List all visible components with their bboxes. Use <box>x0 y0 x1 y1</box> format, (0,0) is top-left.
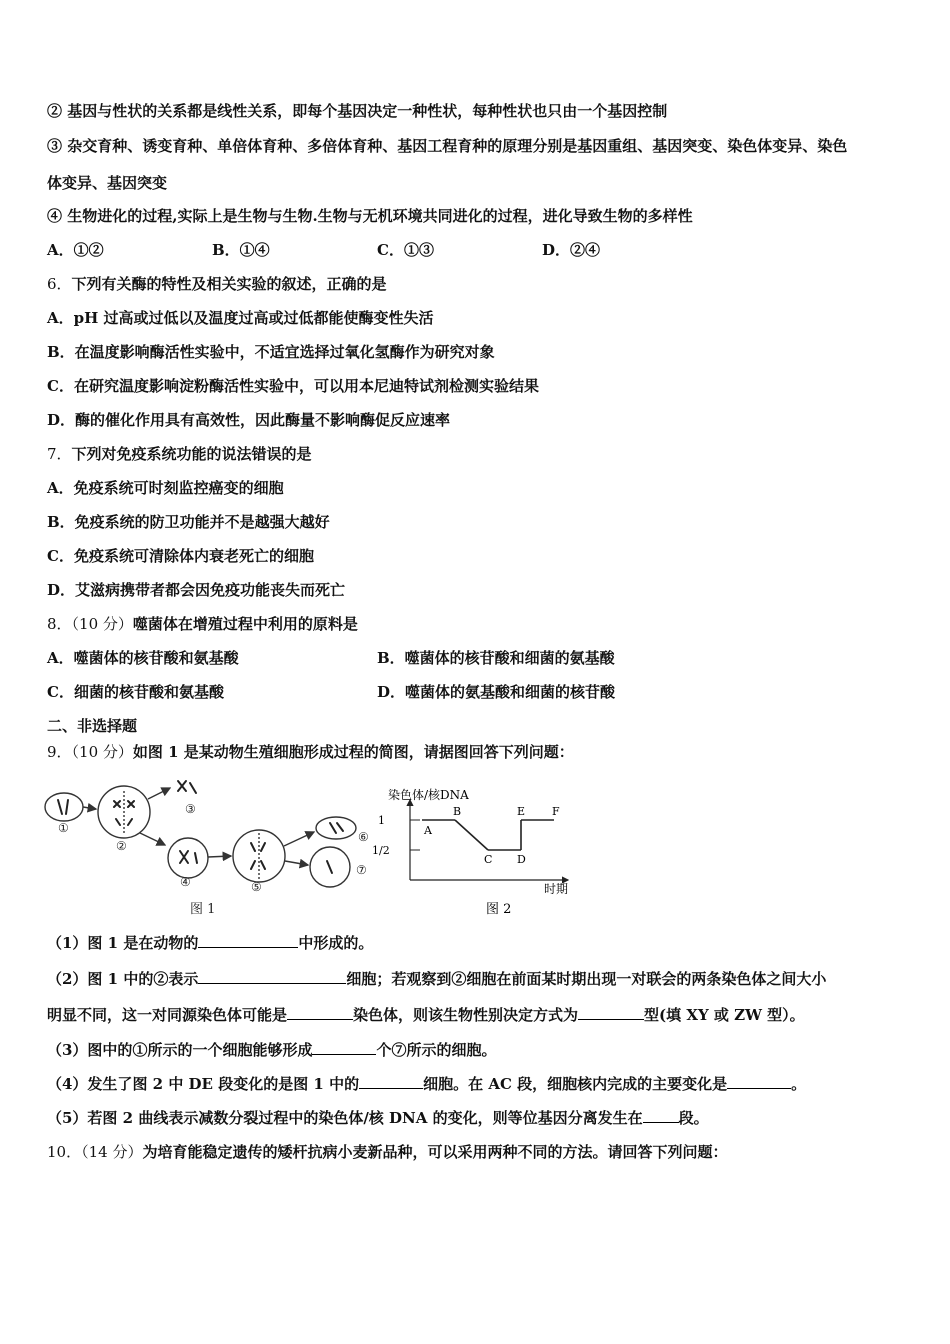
q9-part-2-text-end: 细胞；若观察到②细胞在前面某时期出现一对联会的两条染色体之间大小 <box>346 970 827 988</box>
point-label-B: B <box>453 805 462 818</box>
q9-number: 9．（10 分） <box>47 743 133 761</box>
q6-number: 6． <box>47 275 72 293</box>
q9-part-3-text-end: 个⑦所示的细胞。 <box>376 1041 497 1059</box>
q6-stem <box>47 274 387 294</box>
q9-part-2-cont-mid: 染色体，则该生物性别决定方式为 <box>353 1006 579 1024</box>
q8-number: 8．（10 分） <box>47 615 133 633</box>
q8-option-d: D．噬菌体的氨基酸和细菌的核苷酸 <box>377 683 616 701</box>
q9-part-1-text: （1）图 1 是在动物的 <box>47 934 199 952</box>
arrow-5-7 <box>285 861 308 865</box>
q9-stem <box>47 742 574 762</box>
cell-6 <box>316 817 356 839</box>
q9-part-5-text: （5）若图 2 曲线表示减数分裂过程中的染色体/核 DNA 的变化，则等位基因分离发生在 <box>47 1109 643 1127</box>
q9-part-2-cont <box>47 1005 805 1025</box>
y-axis-label: 染色体/核DNA <box>388 788 469 802</box>
chromosome <box>180 851 197 863</box>
label-5: ⑤ <box>251 880 262 894</box>
answer-blank[interactable] <box>312 1040 376 1055</box>
figure-1-caption: 图 1 <box>190 902 216 917</box>
arrow-2-4 <box>140 833 165 845</box>
label-1: ① <box>58 821 69 835</box>
q8-text: 噬菌体在增殖过程中利用的原料是 <box>132 615 358 633</box>
q9-part-2-cont-end: 型(填 XY 或 ZW 型）。 <box>644 1006 805 1024</box>
q5-option-c: C．①③ <box>377 241 434 259</box>
q9-part-2-text: （2）图 1 中的②表示 <box>47 970 199 988</box>
arrow-4-5 <box>208 856 231 857</box>
label-2: ② <box>116 839 127 853</box>
point-label-A: A <box>424 824 432 837</box>
chromosome-group-3 <box>178 781 196 793</box>
chromosome <box>58 800 62 814</box>
q7-option-b: B．免疫系统的防卫功能并不是越强大越好 <box>47 513 330 531</box>
q8-stem <box>47 614 358 634</box>
arrow-1-2 <box>83 807 96 809</box>
q9-part-4 <box>47 1074 806 1094</box>
statement-4: ④ 生物进化的过程,实际上是生物与生物.生物与无机环境共同进化的过程，进化导致生物的多样性 <box>47 207 693 225</box>
answer-blank[interactable] <box>727 1074 791 1089</box>
answer-blank[interactable] <box>578 1005 644 1020</box>
q9-part-2 <box>47 969 826 989</box>
x-axis-label: 时期 <box>544 882 569 896</box>
q9-part-3-text: （3）图中的①所示的一个细胞能够形成 <box>47 1041 313 1059</box>
y-tick-1: 1 <box>378 814 385 827</box>
cell-1 <box>45 793 83 821</box>
answer-blank[interactable] <box>198 969 346 984</box>
label-6: ⑥ <box>358 830 369 844</box>
chromosome <box>337 823 343 831</box>
q7-option-d: D．艾滋病携带者都会因免疫功能丧失而死亡 <box>47 581 346 599</box>
point-label-D: D <box>517 853 526 866</box>
q9-part-3 <box>47 1040 496 1060</box>
q8-option-c: C．细菌的核苷酸和氨基酸 <box>47 683 224 701</box>
answer-blank[interactable] <box>198 933 298 948</box>
statement-3: ③ 杂交育种、诱变育种、单倍体育种、多倍体育种、基因工程育种的原理分别是基因重组、基因突变、染色体变异、染色 <box>47 137 848 155</box>
q5-option-b: B．①④ <box>212 241 270 259</box>
q6-text: 下列有关酶的特性及相关实验的叙述，正确的是 <box>71 275 387 293</box>
section-heading: 二、非选择题 <box>47 717 138 735</box>
q7-option-a: A．免疫系统可时刻监控癌变的细胞 <box>47 479 284 497</box>
figure-2-chart <box>360 780 590 920</box>
q7-number: 7． <box>47 445 72 463</box>
q9-text: 如图 1 是某动物生殖细胞形成过程的简图，请据图回答下列问题： <box>132 743 574 761</box>
point-label-F: F <box>552 805 560 818</box>
q8-option-b: B．噬菌体的核苷酸和细菌的氨基酸 <box>377 649 615 667</box>
series-segment-BC <box>455 820 488 850</box>
q9-part-2-cont-text: 明显不同，这一对同源染色体可能是 <box>47 1006 288 1024</box>
chromosome <box>251 843 265 869</box>
chromosome <box>327 861 332 873</box>
answer-blank[interactable] <box>287 1005 353 1020</box>
q6-option-a: A．pH 过高或过低以及温度过高或过低都能使酶变性失活 <box>47 309 434 327</box>
arrow-2-3 <box>148 788 170 799</box>
q5-option-a: A．①② <box>47 241 104 259</box>
statement-2: ② 基因与性状的关系都是线性关系，即每个基因决定一种性状，每种性状也只由一个基因控制 <box>47 102 668 120</box>
figure-2-caption: 图 2 <box>486 902 512 917</box>
q7-text: 下列对免疫系统功能的说法错误的是 <box>71 445 312 463</box>
y-tick-half: 1/2 <box>372 844 390 857</box>
q9-part-1 <box>47 933 373 953</box>
q9-part-4-text: （4）发生了图 2 中 DE 段变化的是图 1 中的 <box>47 1075 360 1093</box>
point-label-E: E <box>517 805 526 818</box>
q9-part-5 <box>47 1108 709 1128</box>
chromosome <box>66 800 68 814</box>
q7-option-c: C．免疫系统可清除体内衰老死亡的细胞 <box>47 547 314 565</box>
q8-option-a: A．噬菌体的核苷酸和氨基酸 <box>47 649 239 667</box>
label-7: ⑦ <box>356 863 367 877</box>
q7-stem <box>47 444 312 464</box>
q5-option-d: D．②④ <box>542 241 601 259</box>
q9-part-1-text-end: 中形成的。 <box>298 934 374 952</box>
label-3: ③ <box>185 802 196 816</box>
q6-option-c: C．在研究温度影响淀粉酶活性实验中，可以用本尼迪特试剂检测实验结果 <box>47 377 539 395</box>
q9-part-4-text-mid: 细胞。在 AC 段，细胞核内完成的主要变化是 <box>423 1075 728 1093</box>
q9-part-4-text-end: 。 <box>791 1075 807 1093</box>
q6-option-b: B．在温度影响酶活性实验中，不适宜选择过氧化氢酶作为研究对象 <box>47 343 495 361</box>
point-label-C: C <box>484 853 493 866</box>
q6-option-d: D．酶的催化作用具有高效性，因此酶量不影响酶促反应速率 <box>47 411 451 429</box>
chromosome <box>330 823 336 833</box>
answer-blank[interactable] <box>643 1108 679 1123</box>
answer-blank[interactable] <box>359 1074 423 1089</box>
figure-1-diagram <box>40 775 380 920</box>
q10-text: 为培育能稳定遗传的矮杆抗病小麦新品种，可以采用两种不同的方法。请回答下列问题： <box>142 1143 728 1161</box>
label-4: ④ <box>180 875 191 889</box>
statement-3-cont: 体变异、基因突变 <box>47 174 168 192</box>
q9-part-5-text-end: 段。 <box>678 1109 709 1127</box>
q10-number: 10．（14 分） <box>47 1143 143 1161</box>
arrow-5-6 <box>284 832 314 846</box>
q10-stem <box>47 1142 727 1162</box>
cell-4 <box>168 838 208 878</box>
